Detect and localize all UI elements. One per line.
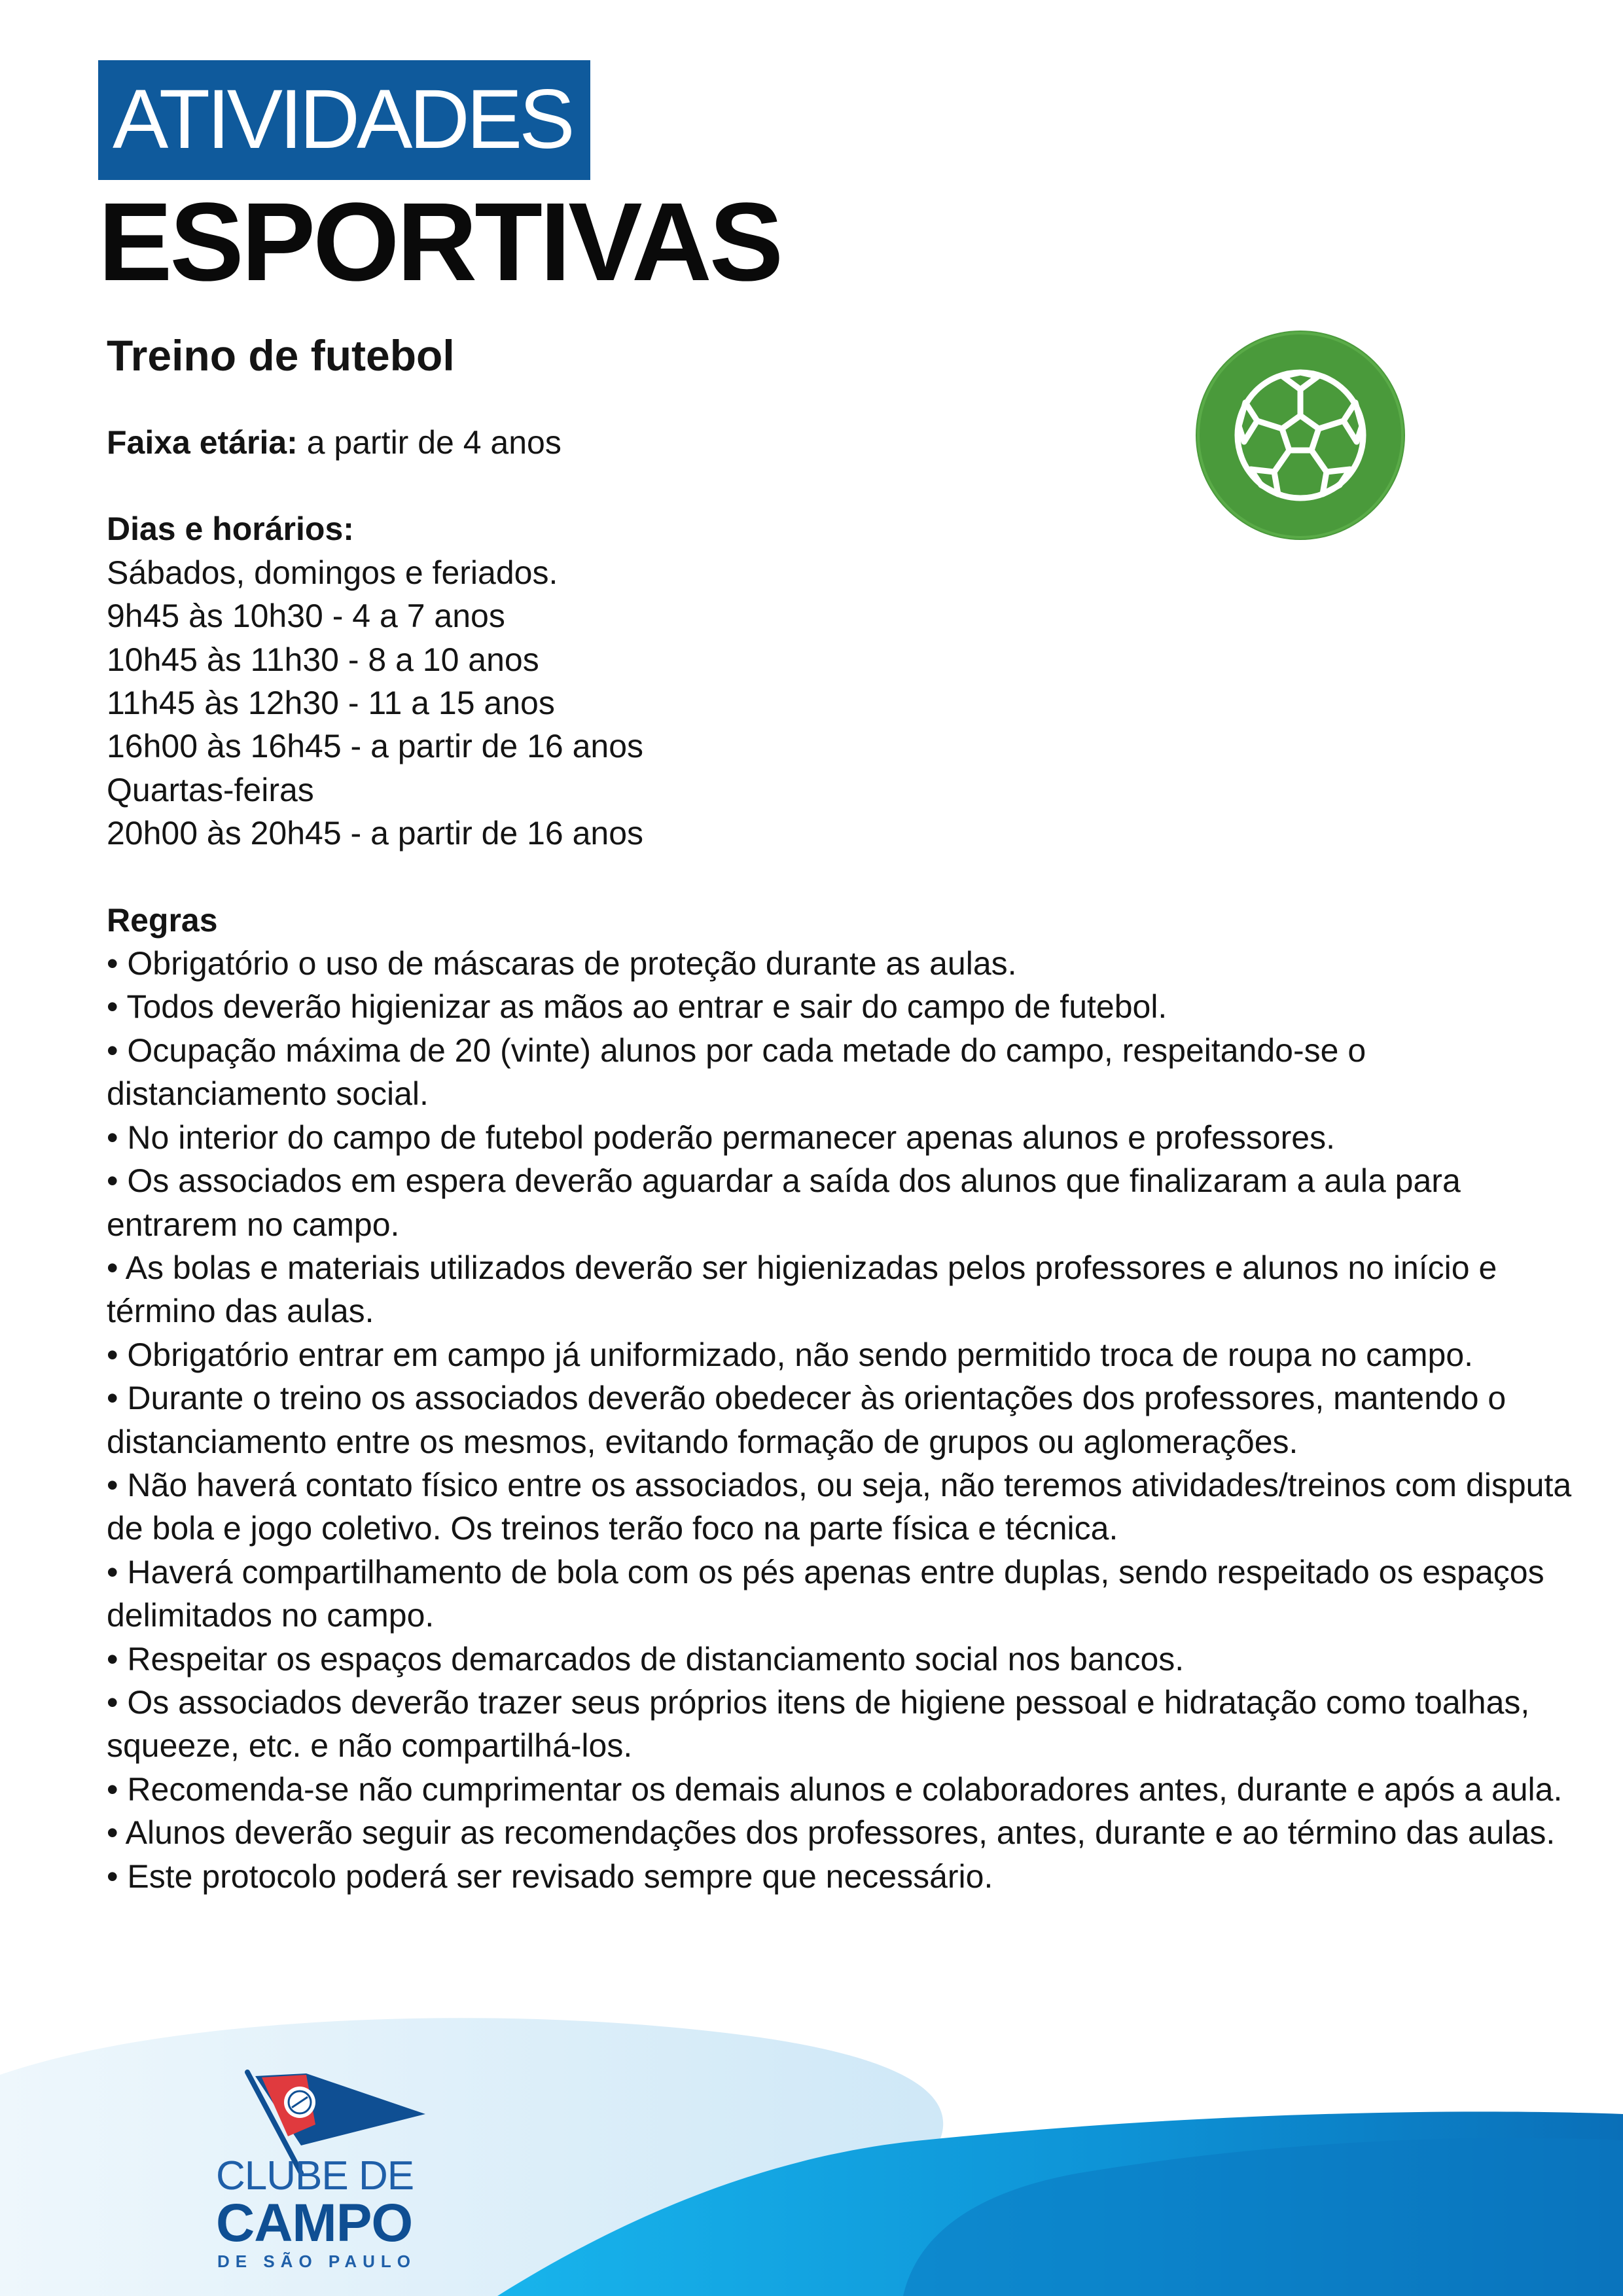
age-label: Faixa etária:: [107, 424, 298, 461]
rule-item: • Obrigatório entrar em campo já uniformizado, não sendo permitido troca de roupa no campo.: [107, 1336, 1474, 1373]
schedule-line: Quartas-feiras: [107, 771, 314, 808]
rule-item: • No interior do campo de futebol poderão permanecer apenas alunos e professores.: [107, 1119, 1335, 1156]
age-value: a partir de 4 anos: [297, 424, 562, 461]
activity-content: [107, 327, 1592, 1898]
rules-list: [107, 942, 1592, 1898]
rule-item: • Recomenda-se não cumprimentar os demais alunos e colaboradores antes, durante e após a aula.: [107, 1770, 1563, 1808]
logo-text-line1: CLUBE DE: [216, 2153, 414, 2198]
page-title-line2: ESPORTIVAS: [98, 180, 781, 304]
schedule-label: Dias e horários:: [107, 511, 354, 548]
rule-item: • Os associados em espera deverão aguardar a saída dos alunos que finalizaram a aula para entrarem no campo.: [107, 1162, 1461, 1243]
rule-item: • Durante o treino os associados deverão obedecer às orientações dos professores, mantendo o distanciamento entre os mesmos, evitando formação de grupos ou aglomerações.: [107, 1380, 1507, 1460]
age-range: [107, 421, 1592, 464]
logo-text-line3: DE SÃO PAULO: [217, 2251, 416, 2271]
schedule-line: 9h45 às 10h30 - 4 a 7 anos: [107, 598, 505, 635]
rule-item: • Não haverá contato físico entre os associados, ou seja, não teremos atividades/treinos com disputa de bola e jogo coletivo. Os treinos terão foco na parte física e técnica.: [107, 1466, 1572, 1547]
schedule-line: 10h45 às 11h30 - 8 a 10 anos: [107, 641, 539, 678]
club-logo: [216, 2068, 432, 2278]
rule-item: • Respeitar os espaços demarcados de distanciamento social nos bancos.: [107, 1640, 1185, 1677]
rule-item: • As bolas e materiais utilizados deverão ser higienizadas pelos professores e alunos no início e término das aulas.: [107, 1249, 1497, 1330]
rule-item: • Ocupação máxima de 20 (vinte) alunos por cada metade do campo, respeitando-se o distanciamento social.: [107, 1031, 1366, 1113]
schedule-line: Sábados, domingos e feriados.: [107, 554, 558, 591]
schedule-line: 16h00 às 16h45 - a partir de 16 anos: [107, 728, 644, 765]
logo-text-line2: CAMPO: [216, 2193, 413, 2253]
page-title-line1: ATIVIDADES: [113, 73, 572, 166]
rule-item: • Haverá compartilhamento de bola com os pés apenas entre duplas, sendo respeitado os espaços delimitados no campo.: [107, 1553, 1544, 1634]
rules-label: Regras: [107, 901, 218, 939]
rule-item: • Alunos deverão seguir as recomendações dos professores, antes, durante e ao término das aulas.: [107, 1814, 1556, 1852]
rule-item: • Este protocolo poderá ser revisado sempre que necessário.: [107, 1857, 993, 1895]
schedule-line: 20h00 às 20h45 - a partir de 16 anos: [107, 815, 644, 852]
rule-item: • Os associados deverão trazer seus próprios itens de higiene pessoal e hidratação como toalhas, squeeze, etc. e não compartilhá-los.: [107, 1683, 1530, 1765]
rule-item: • Todos deverão higienizar as mãos ao entrar e sair do campo de futebol.: [107, 988, 1168, 1026]
rule-item: • Obrigatório o uso de máscaras de proteção durante as aulas.: [107, 945, 1017, 982]
activity-title: Treino de futebol: [107, 331, 455, 380]
schedule-line: 11h45 às 12h30 - 11 a 15 anos: [107, 685, 555, 722]
